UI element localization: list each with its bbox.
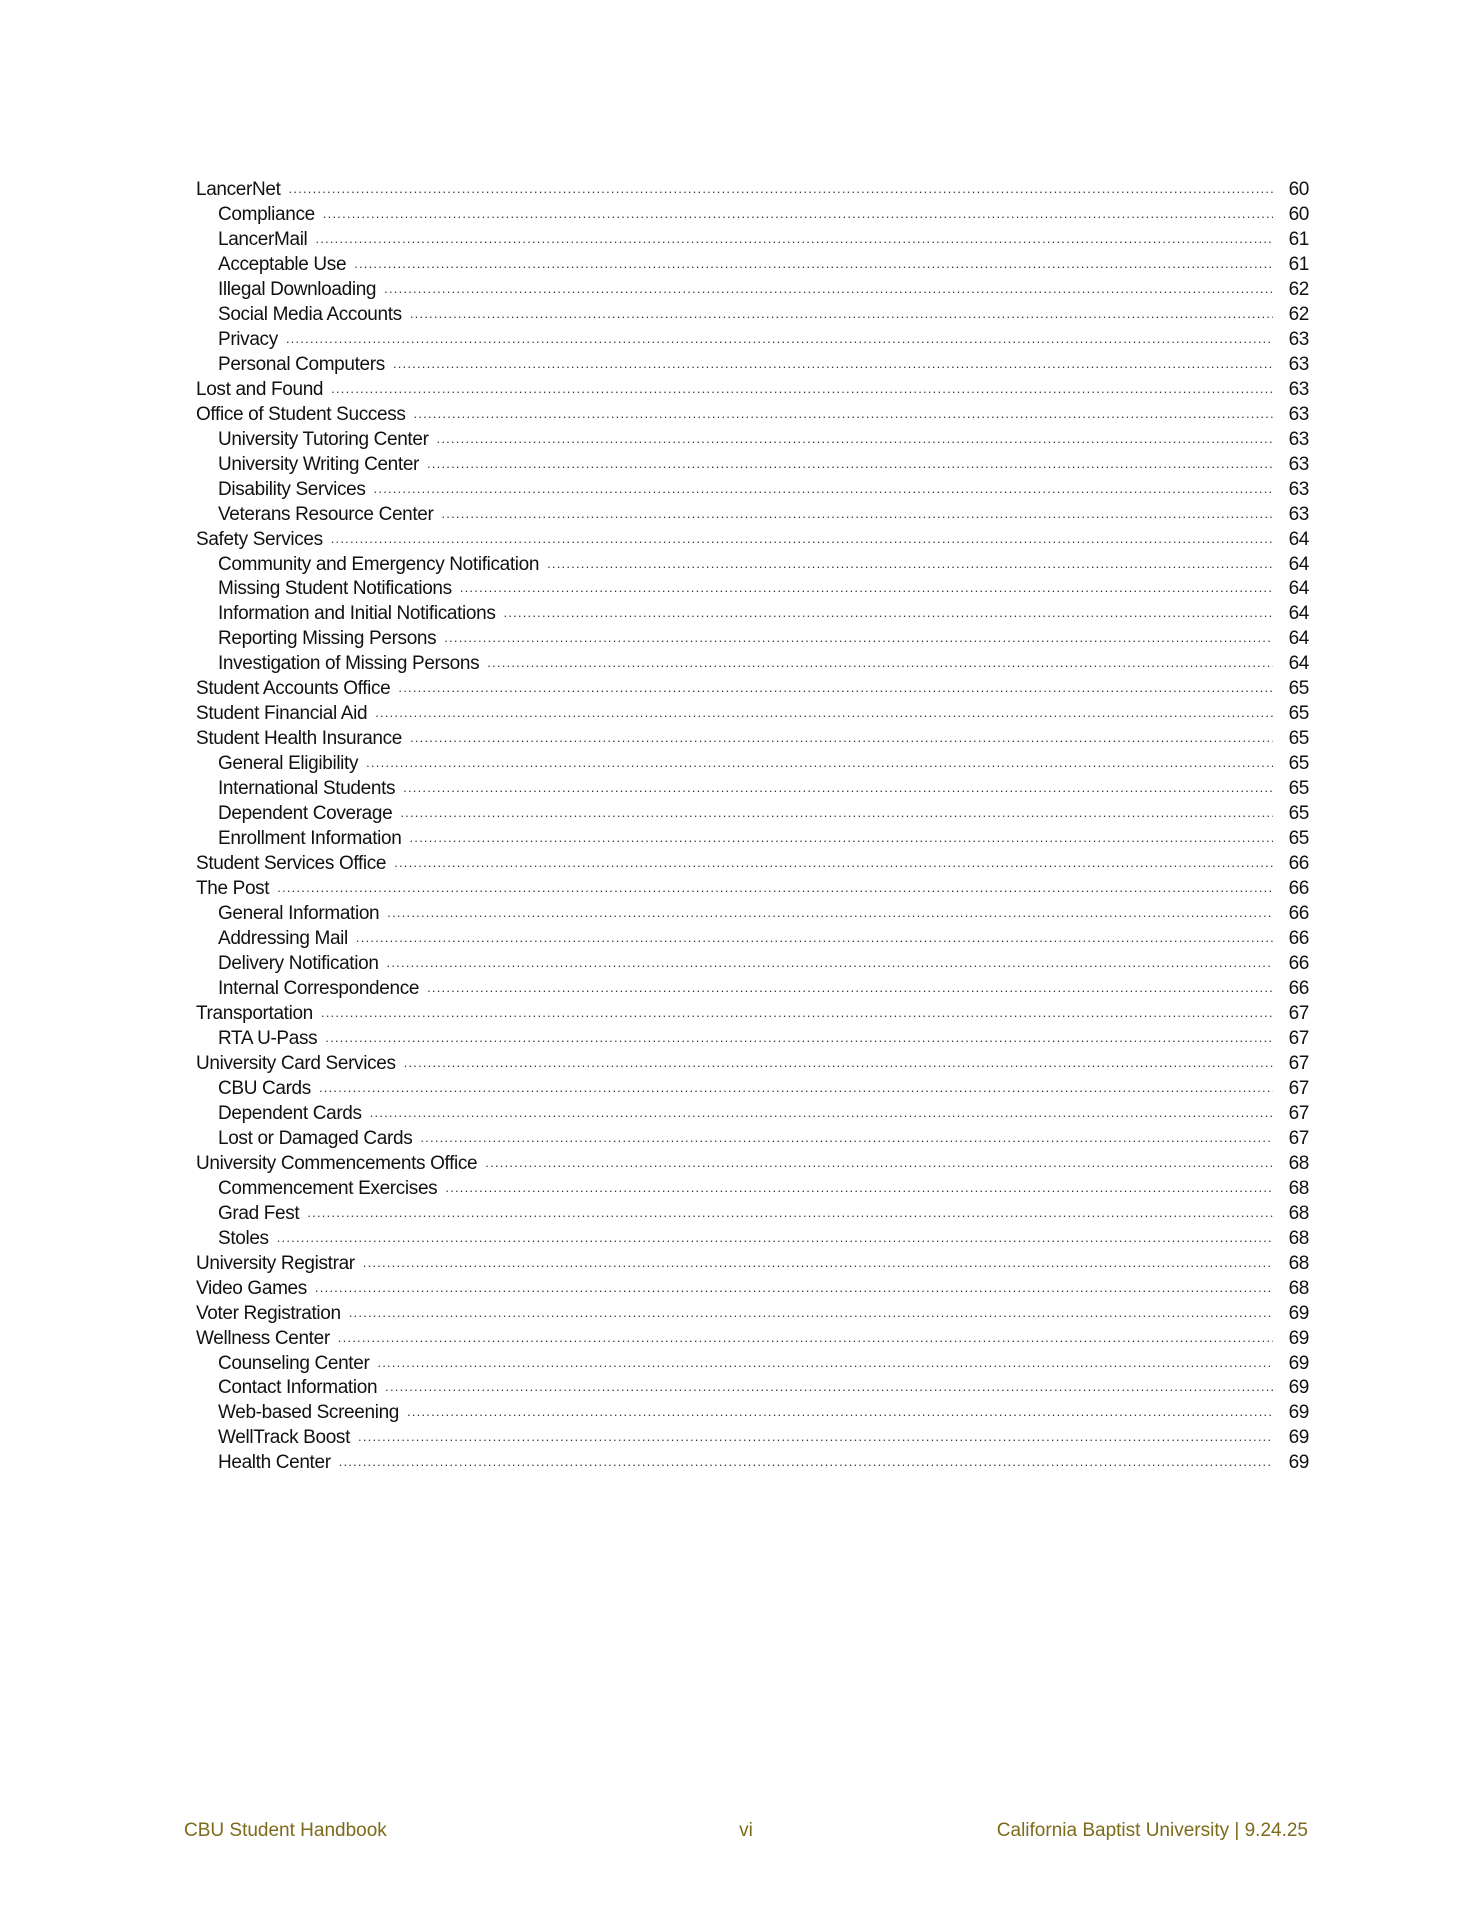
toc-entry[interactable]: [196, 1150, 1309, 1175]
dot-leader: [487, 654, 1273, 672]
toc-entry-page: 66: [1288, 953, 1309, 974]
toc-entry-title: General Eligibility: [218, 753, 359, 775]
toc-entry-page: 62: [1288, 278, 1309, 300]
dot-leader: [315, 230, 1273, 248]
dot-leader: [323, 205, 1273, 223]
toc-subentry[interactable]: [196, 1025, 1309, 1050]
toc-entry-title: Delivery Notification: [218, 953, 379, 974]
toc-subentry[interactable]: [196, 1424, 1309, 1449]
toc-entry-page: 63: [1288, 353, 1309, 375]
toc-entry-page: 68: [1288, 1152, 1309, 1174]
toc-entry-page: 64: [1288, 603, 1309, 625]
toc-entry-page: 65: [1288, 803, 1309, 825]
toc-subentry[interactable]: [196, 950, 1309, 975]
toc-entry-title: Transportation: [196, 1002, 313, 1024]
toc-subentry[interactable]: [196, 426, 1309, 451]
dot-leader: [503, 604, 1273, 622]
toc-subentry[interactable]: [196, 226, 1309, 251]
dot-leader: [404, 1054, 1273, 1072]
dot-leader: [393, 355, 1273, 373]
toc-entry-title: Compliance: [218, 203, 315, 225]
footer-page-number: vi: [739, 1820, 753, 1841]
toc-entry-title: Addressing Mail: [218, 928, 348, 950]
toc-entry-title: Student Accounts Office: [196, 678, 391, 700]
toc-entry-page: 62: [1288, 303, 1309, 325]
toc-entry[interactable]: [196, 176, 1309, 201]
footer-document-title: CBU Student Handbook: [184, 1820, 387, 1841]
table-of-contents: [196, 176, 1309, 1474]
dot-leader: [384, 280, 1273, 298]
toc-subentry[interactable]: [196, 925, 1309, 950]
toc-entry-title: Stoles: [218, 1227, 269, 1249]
dot-leader: [358, 1428, 1273, 1446]
footer-institution-date: California Baptist University | 9.24.25: [996, 1820, 1308, 1841]
dot-leader: [289, 180, 1273, 198]
toc-entry-title: International Students: [218, 778, 396, 800]
toc-entry-page: 67: [1288, 1027, 1309, 1049]
toc-entry[interactable]: [196, 1325, 1309, 1350]
dot-leader: [319, 1079, 1273, 1097]
toc-entry-title: WellTrack Boost: [218, 1427, 351, 1449]
toc-entry-page: 68: [1288, 1227, 1309, 1249]
toc-entry-title: Missing Student Notifications: [218, 578, 452, 600]
dot-leader: [377, 1354, 1273, 1372]
toc-entry-page: 66: [1288, 853, 1309, 875]
toc-entry-page: 69: [1288, 1377, 1309, 1399]
toc-entry-title: Health Center: [218, 1452, 331, 1474]
toc-entry-page: 63: [1288, 453, 1309, 475]
dot-leader: [331, 530, 1273, 548]
dot-leader: [370, 1104, 1273, 1122]
toc-subentry[interactable]: [196, 1449, 1309, 1474]
toc-entry-title: RTA U-Pass: [218, 1027, 318, 1049]
toc-subentry[interactable]: [196, 650, 1309, 675]
dot-leader: [315, 1279, 1273, 1297]
toc-subentry[interactable]: [196, 551, 1309, 576]
toc-entry-page: 69: [1288, 1427, 1309, 1449]
toc-subentry[interactable]: [196, 1225, 1309, 1250]
toc-entry-title: Dependent Coverage: [218, 803, 393, 825]
toc-subentry[interactable]: [196, 576, 1309, 601]
toc-entry-page: 66: [1288, 878, 1309, 900]
toc-entry-title: University Tutoring Center: [218, 428, 429, 450]
toc-subentry[interactable]: [196, 451, 1309, 476]
toc-entry-page: 65: [1288, 678, 1309, 700]
toc-entry-page: 65: [1288, 753, 1309, 775]
toc-entry[interactable]: [196, 1250, 1309, 1275]
dot-leader: [427, 455, 1273, 473]
dot-leader: [354, 255, 1273, 273]
dot-leader: [398, 679, 1273, 697]
dot-leader: [442, 505, 1274, 523]
toc-entry-page: 66: [1288, 977, 1309, 999]
toc-subentry[interactable]: [196, 501, 1309, 526]
dot-leader: [349, 1304, 1273, 1322]
toc-entry-title: Voter Registration: [196, 1302, 341, 1324]
toc-entry-title: Safety Services: [196, 528, 323, 550]
toc-subentry[interactable]: [196, 750, 1309, 775]
dot-leader: [331, 380, 1273, 398]
toc-entry-title: General Information: [218, 903, 380, 925]
toc-entry-title: Social Media Accounts: [218, 303, 402, 325]
toc-subentry[interactable]: [196, 201, 1309, 226]
toc-entry-page: 61: [1288, 228, 1309, 250]
toc-entry-page: 68: [1288, 1252, 1309, 1274]
toc-entry-page: 65: [1288, 728, 1309, 750]
dot-leader: [307, 1204, 1273, 1222]
toc-subentry[interactable]: [196, 975, 1309, 1000]
dot-leader: [325, 1029, 1273, 1047]
dot-leader: [375, 704, 1273, 722]
toc-entry[interactable]: [196, 1050, 1309, 1075]
dot-leader: [427, 979, 1273, 997]
dot-leader: [339, 1453, 1273, 1471]
toc-entry-page: 66: [1288, 928, 1309, 950]
dot-leader: [485, 1154, 1273, 1172]
dot-leader: [414, 405, 1273, 423]
toc-entry-title: Commencement Exercises: [218, 1177, 438, 1199]
toc-entry-title: Dependent Cards: [218, 1102, 362, 1124]
dot-leader: [407, 1403, 1273, 1421]
toc-entry-title: Counseling Center: [218, 1352, 370, 1374]
dot-leader: [338, 1329, 1273, 1347]
toc-entry-page: 64: [1288, 653, 1309, 675]
dot-leader: [363, 1254, 1273, 1272]
dot-leader: [409, 829, 1273, 847]
toc-entry-title: Wellness Center: [196, 1327, 330, 1349]
dot-leader: [286, 330, 1273, 348]
toc-entry-page: 67: [1288, 1077, 1309, 1099]
toc-entry-title: Student Health Insurance: [196, 728, 403, 750]
dot-leader: [387, 954, 1273, 972]
toc-entry-page: 67: [1288, 1002, 1309, 1024]
dot-leader: [547, 555, 1273, 573]
toc-entry-title: University Card Services: [196, 1052, 396, 1074]
toc-entry-title: Acceptable Use: [218, 253, 347, 275]
toc-entry-page: 64: [1288, 553, 1309, 575]
toc-subentry[interactable]: [196, 1200, 1309, 1225]
dot-leader: [420, 1129, 1273, 1147]
toc-entry-title: Lost and Found: [196, 378, 324, 400]
toc-entry-title: Personal Computers: [218, 353, 385, 375]
dot-leader: [437, 430, 1273, 448]
toc-subentry[interactable]: [196, 476, 1309, 501]
toc-subentry[interactable]: [196, 800, 1309, 825]
toc-entry-title: University Commencements Office: [196, 1152, 478, 1174]
toc-entry-title: Web-based Screening: [218, 1402, 400, 1424]
toc-entry-page: 69: [1288, 1327, 1309, 1349]
toc-entry[interactable]: [196, 675, 1309, 700]
toc-subentry[interactable]: [196, 1350, 1309, 1375]
toc-subentry[interactable]: [196, 326, 1309, 351]
toc-subentry[interactable]: [196, 1125, 1309, 1150]
toc-entry-page: 68: [1288, 1202, 1309, 1224]
toc-entry-title: CBU Cards: [218, 1077, 311, 1099]
dot-leader: [374, 480, 1273, 498]
toc-entry-title: Student Financial Aid: [196, 703, 368, 725]
toc-entry-title: Lost or Damaged Cards: [218, 1127, 413, 1149]
toc-entry-page: 60: [1288, 178, 1309, 200]
toc-entry[interactable]: [196, 1275, 1309, 1300]
toc-subentry[interactable]: [196, 900, 1309, 925]
toc-entry-title: University Writing Center: [218, 453, 420, 475]
toc-entry-page: 61: [1288, 253, 1309, 275]
toc-entry-page: 67: [1288, 1052, 1309, 1074]
toc-subentry[interactable]: [196, 625, 1309, 650]
toc-subentry[interactable]: [196, 301, 1309, 326]
toc-entry[interactable]: [196, 700, 1309, 725]
toc-subentry[interactable]: [196, 1100, 1309, 1125]
toc-entry-page: 69: [1288, 1352, 1309, 1374]
page-footer: [184, 1820, 1308, 1846]
toc-entry[interactable]: [196, 401, 1309, 426]
toc-entry-page: 65: [1288, 778, 1309, 800]
toc-entry-title: Community and Emergency Notification: [218, 553, 540, 575]
toc-subentry[interactable]: [196, 251, 1309, 276]
toc-entry[interactable]: [196, 875, 1309, 900]
dot-leader: [460, 579, 1273, 597]
toc-entry-title: Office of Student Success: [196, 403, 406, 425]
toc-entry-title: University Registrar: [196, 1252, 355, 1274]
toc-entry-title: Investigation of Missing Persons: [218, 653, 480, 675]
toc-subentry[interactable]: [196, 1399, 1309, 1424]
toc-subentry[interactable]: [196, 1175, 1309, 1200]
dot-leader: [410, 305, 1273, 323]
toc-entry[interactable]: [196, 1000, 1309, 1025]
dot-leader: [403, 779, 1273, 797]
toc-entry-page: 63: [1288, 428, 1309, 450]
toc-entry[interactable]: [196, 850, 1309, 875]
toc-entry-title: Information and Initial Notifications: [218, 603, 496, 625]
toc-entry-title: Internal Correspondence: [218, 977, 420, 999]
toc-subentry[interactable]: [196, 600, 1309, 625]
toc-entry-title: LancerNet: [196, 178, 281, 200]
toc-entry-page: 63: [1288, 503, 1309, 525]
toc-entry-title: Enrollment Information: [218, 828, 402, 850]
toc-entry-page: 67: [1288, 1127, 1309, 1149]
toc-entry-title: Student Services Office: [196, 853, 387, 875]
dot-leader: [356, 929, 1273, 947]
toc-entry-title: Illegal Downloading: [218, 278, 377, 300]
toc-entry-page: 68: [1288, 1277, 1309, 1299]
toc-entry-page: 64: [1288, 628, 1309, 650]
toc-entry-page: 67: [1288, 1102, 1309, 1124]
toc-entry-title: Grad Fest: [218, 1202, 300, 1224]
dot-leader: [277, 879, 1273, 897]
toc-entry-page: 60: [1288, 203, 1309, 225]
dot-leader: [385, 1378, 1273, 1396]
dot-leader: [277, 1229, 1273, 1247]
toc-entry-page: 63: [1288, 478, 1309, 500]
toc-entry[interactable]: [196, 1300, 1309, 1325]
toc-entry-title: Privacy: [218, 328, 278, 350]
toc-entry-title: Veterans Resource Center: [218, 503, 434, 525]
toc-subentry[interactable]: [196, 825, 1309, 850]
toc-entry-page: 66: [1288, 903, 1309, 925]
toc-entry-page: 69: [1288, 1402, 1309, 1424]
dot-leader: [445, 1179, 1273, 1197]
toc-entry[interactable]: [196, 526, 1309, 551]
toc-entry-page: 65: [1288, 828, 1309, 850]
toc-entry-title: Contact Information: [218, 1377, 378, 1399]
toc-entry-title: Reporting Missing Persons: [218, 628, 437, 650]
dot-leader: [366, 754, 1273, 772]
toc-entry-title: Video Games: [196, 1277, 307, 1299]
toc-entry[interactable]: [196, 376, 1309, 401]
toc-entry-page: 63: [1288, 378, 1309, 400]
dot-leader: [394, 854, 1273, 872]
toc-entry-page: 64: [1288, 578, 1309, 600]
toc-entry[interactable]: [196, 725, 1309, 750]
toc-entry-page: 63: [1288, 328, 1309, 350]
toc-entry-page: 63: [1288, 403, 1309, 425]
dot-leader: [444, 629, 1273, 647]
toc-subentry[interactable]: [196, 351, 1309, 376]
toc-entry-title: LancerMail: [218, 228, 308, 250]
toc-subentry[interactable]: [196, 1375, 1309, 1400]
toc-subentry[interactable]: [196, 775, 1309, 800]
toc-subentry[interactable]: [196, 276, 1309, 301]
toc-entry-page: 64: [1288, 528, 1309, 550]
dot-leader: [410, 729, 1273, 747]
dot-leader: [387, 904, 1273, 922]
toc-entry-title: The Post: [196, 878, 270, 900]
toc-subentry[interactable]: [196, 1075, 1309, 1100]
toc-entry-page: 69: [1288, 1302, 1309, 1324]
toc-entry-page: 65: [1288, 703, 1309, 725]
toc-entry-page: 69: [1288, 1452, 1309, 1474]
toc-entry-page: 68: [1288, 1177, 1309, 1199]
toc-entry-title: Disability Services: [218, 478, 366, 500]
dot-leader: [400, 804, 1273, 822]
dot-leader: [321, 1004, 1273, 1022]
